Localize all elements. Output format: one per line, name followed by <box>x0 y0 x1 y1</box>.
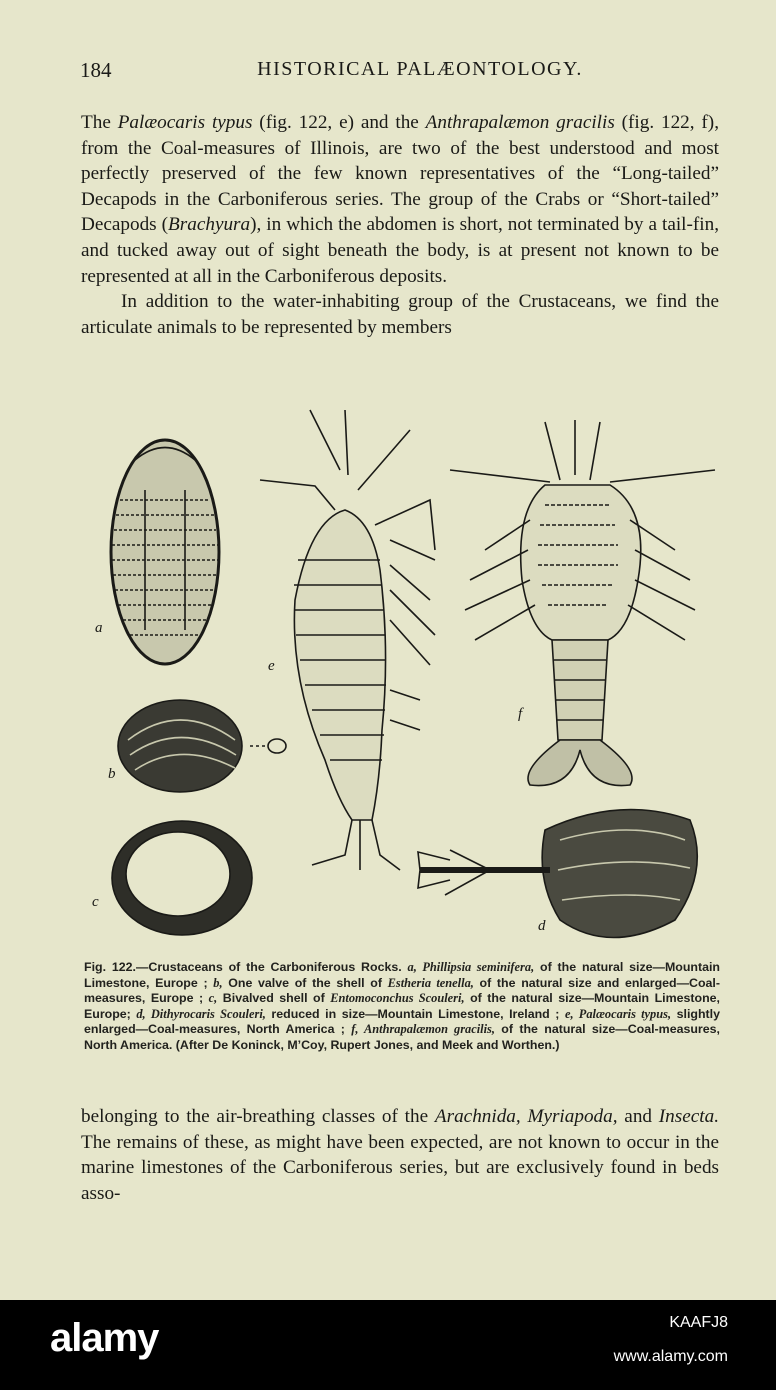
label-b: b <box>108 766 116 782</box>
crustacean-engravings <box>90 400 730 956</box>
text-span: The remains of these, as might have been expected, are not known to occur in the marine limestones of the Carboniferous series, but are exclusively found in beds asso- <box>81 1131 719 1204</box>
stock-photo-footer <box>0 1300 776 1390</box>
text-span: (fig. 122, e) and the <box>252 112 426 133</box>
site-url: www.alamy.com <box>613 1348 728 1365</box>
palaeocaris-illustration <box>260 410 435 870</box>
figure-122 <box>90 400 730 956</box>
caption-text: of the natural size—Mountain Limestone, Europe ; <box>84 960 720 990</box>
caption-text: slightly enlarged—Coal-measures, North America ; <box>84 1006 720 1037</box>
trilobite-illustration <box>111 440 219 664</box>
taxon-name: Palæocaris typus <box>117 112 253 133</box>
brand-logo: alamy <box>50 1316 159 1360</box>
caption-taxon: e, Palæocaris typus, <box>564 1006 672 1021</box>
paragraph-articulates: In addition to the water-inhabiting group of the Crustaceans, we find the articulate animals to be represented by members <box>81 291 719 338</box>
label-a: a <box>95 620 103 636</box>
caption-text: Bivalved shell of <box>217 991 331 1006</box>
caption-taxon: c, <box>208 991 218 1006</box>
caption-taxon: d, Dithyrocaris Scouleri, <box>136 1006 266 1021</box>
paragraph-air-breathing <box>81 1104 719 1206</box>
label-f: f <box>518 706 523 722</box>
label-e: e <box>268 658 275 674</box>
caption-text: of the natural size—Coal-measures, North America. (After De Koninck, M’Coy, Rupert Jones, and Meek and Worthen.) <box>84 1022 720 1052</box>
taxon-name: Insecta. <box>658 1106 719 1127</box>
image-id: KAAFJ8 <box>669 1314 728 1331</box>
caption-taxon: Estheria tenella, <box>387 975 474 990</box>
page-number: 184 <box>80 58 112 82</box>
caption-text: of the natural size—Mountain Limestone, Europe; <box>84 991 721 1021</box>
entomoconchus-shell-illustration <box>112 821 252 935</box>
caption-taxon: a, Phillipsia seminifera, <box>407 960 535 974</box>
caption-taxon: Entomoconchus Scouleri, <box>330 991 465 1006</box>
running-title: HISTORICAL PALÆONTOLOGY. <box>257 58 583 80</box>
estheria-shell-illustration <box>118 700 286 792</box>
caption-text: One valve of the shell of <box>222 975 388 990</box>
page-header <box>80 58 720 88</box>
taxon-name: Arachnida, Myriapoda, <box>434 1106 618 1127</box>
body-text-bottom <box>81 1104 719 1206</box>
dithyrocaris-illustration <box>418 810 697 938</box>
caption-text: Fig. 122.—Crustaceans of the Carboniferous Rocks. <box>84 960 408 974</box>
body-text-top <box>81 110 719 340</box>
caption-taxon: b, <box>213 975 223 990</box>
text-span: ), in which the abdomen is short, not terminated by a tail-fin, and tucked away out of sight beneath the body, is at present not known to be represented at all in the Carboniferous deposits. <box>81 214 720 287</box>
text-span: (fig. 122, f), from the Coal-measures of Illinois, are two of the best understood and most perfectly preserved of the few known representatives of the “Long-tailed” Decapods in the Carboniferous series. The group of the Crabs or “Short-tailed” Decapods ( <box>81 112 719 236</box>
paragraph-crustaceans <box>81 110 719 289</box>
label-d: d <box>538 918 546 934</box>
taxon-name: Brachyura <box>168 214 251 236</box>
anthrapalaemon-illustration <box>450 420 715 786</box>
text-span: The <box>81 112 118 133</box>
caption-text: reduced in size—Mountain Limestone, Ireland ; <box>265 1006 565 1021</box>
text-span: belonging to the air-breathing classes of the <box>81 1106 435 1127</box>
text-span: and <box>617 1106 659 1127</box>
caption-text: of the natural size and enlarged—Coal-measures, Europe ; <box>84 975 720 1006</box>
taxon-name: Anthrapalæmon gracilis <box>425 112 615 133</box>
caption-taxon: f, Anthrapalæmon gracilis, <box>351 1022 495 1037</box>
figure-caption <box>84 960 720 1054</box>
label-c: c <box>92 894 99 910</box>
